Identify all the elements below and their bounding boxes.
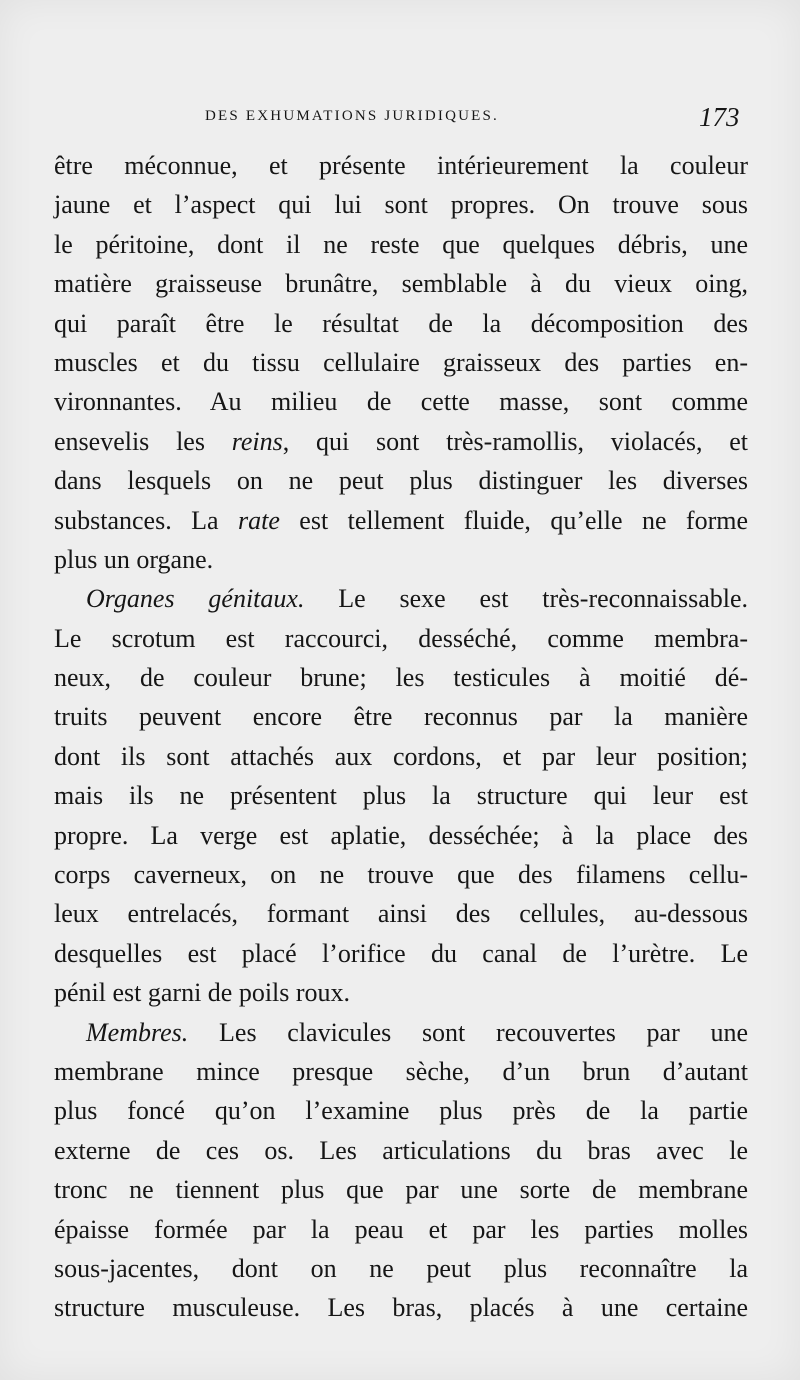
line-text: épaisse formée par la peau et par les parties molles xyxy=(54,1214,748,1244)
line-text: desquelles est placé l’orifice du canal de l’urètre. Le xyxy=(54,938,748,968)
body-text xyxy=(54,146,748,1328)
page-number: 173 xyxy=(699,102,740,132)
line-text: être méconnue, et présente intérieurement la couleur xyxy=(54,151,748,180)
line-text: plus un organe. xyxy=(54,544,214,574)
text-line xyxy=(54,973,748,1012)
line-text: substances. La xyxy=(54,505,238,535)
running-head: DES EXHUMATIONS JURIDIQUES. xyxy=(205,108,499,124)
text-line xyxy=(54,619,748,658)
text-line xyxy=(54,1249,748,1288)
text-line xyxy=(54,1013,748,1052)
line-text: membrane mince presque sèche, d’un brun d’autant xyxy=(54,1056,748,1086)
text-line xyxy=(54,658,748,697)
line-text: tronc ne tiennent plus que par une sorte de membrane xyxy=(54,1175,748,1205)
text-line xyxy=(54,382,748,421)
text-line xyxy=(54,264,748,303)
line-text: pénil est garni de poils roux. xyxy=(54,978,351,1008)
text-line xyxy=(54,146,748,185)
line-text: neux, de couleur brune; les testicules à moitié dé- xyxy=(54,663,748,693)
line-text: , qui sont très-ramollis, violacés, et xyxy=(282,426,748,456)
italic-text: reins xyxy=(231,426,283,456)
text-line xyxy=(54,776,748,815)
text-line xyxy=(54,1131,748,1170)
line-text: muscles et du tissu cellulaire graisseux des parties en- xyxy=(54,347,748,377)
line-text: Le sexe est très-reconnaissable. xyxy=(304,584,748,614)
line-text: propre. La verge est aplatie, desséchée; à la place des xyxy=(54,820,748,850)
line-text: truits peuvent encore être reconnus par la manière xyxy=(54,702,748,732)
line-text: dont ils sont attachés aux cordons, et par leur position; xyxy=(54,741,748,771)
line-text: corps caverneux, on ne trouve que des filamens cellu- xyxy=(54,860,748,890)
line-text: jaune et l’aspect qui lui sont propres. On trouve sous xyxy=(54,190,748,220)
text-line xyxy=(54,225,748,264)
text-line xyxy=(54,934,748,973)
text-line xyxy=(54,461,748,500)
line-text: dans lesquels on ne peut plus distinguer les diverses xyxy=(54,466,748,496)
line-text: ensevelis les xyxy=(54,426,232,456)
text-line xyxy=(54,579,748,618)
text-line xyxy=(54,422,748,461)
italic-text: Organes génitaux. xyxy=(86,584,305,614)
text-line xyxy=(54,501,748,540)
italic-text: Membres. xyxy=(86,1017,189,1047)
line-text: matière graisseuse brunâtre, semblable à du vieux oing, xyxy=(54,269,748,299)
text-line xyxy=(54,894,748,933)
text-line xyxy=(54,1170,748,1209)
line-text: externe de ces os. Les articulations du bras avec le xyxy=(54,1135,748,1165)
text-line xyxy=(54,1288,748,1327)
line-text: le péritoine, dont il ne reste que quelques débris, une xyxy=(54,229,748,259)
text-line xyxy=(54,737,748,776)
line-text: mais ils ne présentent plus la structure qui leur est xyxy=(54,781,748,811)
text-line xyxy=(54,1091,748,1130)
line-text: est tellement fluide, qu’elle ne forme xyxy=(279,505,749,535)
text-line xyxy=(54,343,748,382)
line-text: qui paraît être le résultat de la décomposition des xyxy=(54,308,748,338)
text-line xyxy=(54,185,748,224)
text-line xyxy=(54,540,748,579)
text-line xyxy=(54,855,748,894)
line-text: vironnantes. Au milieu de cette masse, sont comme xyxy=(54,387,748,417)
italic-text: rate xyxy=(237,505,280,535)
text-line xyxy=(54,816,748,855)
line-text: structure musculeuse. Les bras, placés à une certaine xyxy=(54,1293,748,1323)
line-text: Le scrotum est raccourci, desséché, comme membra- xyxy=(54,623,748,653)
line-text: sous-jacentes, dont on ne peut plus reconnaître la xyxy=(54,1253,748,1283)
text-line xyxy=(54,304,748,343)
text-line xyxy=(54,1052,748,1091)
line-text: Les clavicules sont recouvertes par une xyxy=(188,1017,748,1047)
line-text: leux entrelacés, formant ainsi des cellules, au-dessous xyxy=(54,899,748,929)
text-line xyxy=(54,697,748,736)
text-line xyxy=(54,1210,748,1249)
line-text: plus foncé qu’on l’examine plus près de la partie xyxy=(54,1096,748,1126)
page-header xyxy=(0,104,800,138)
